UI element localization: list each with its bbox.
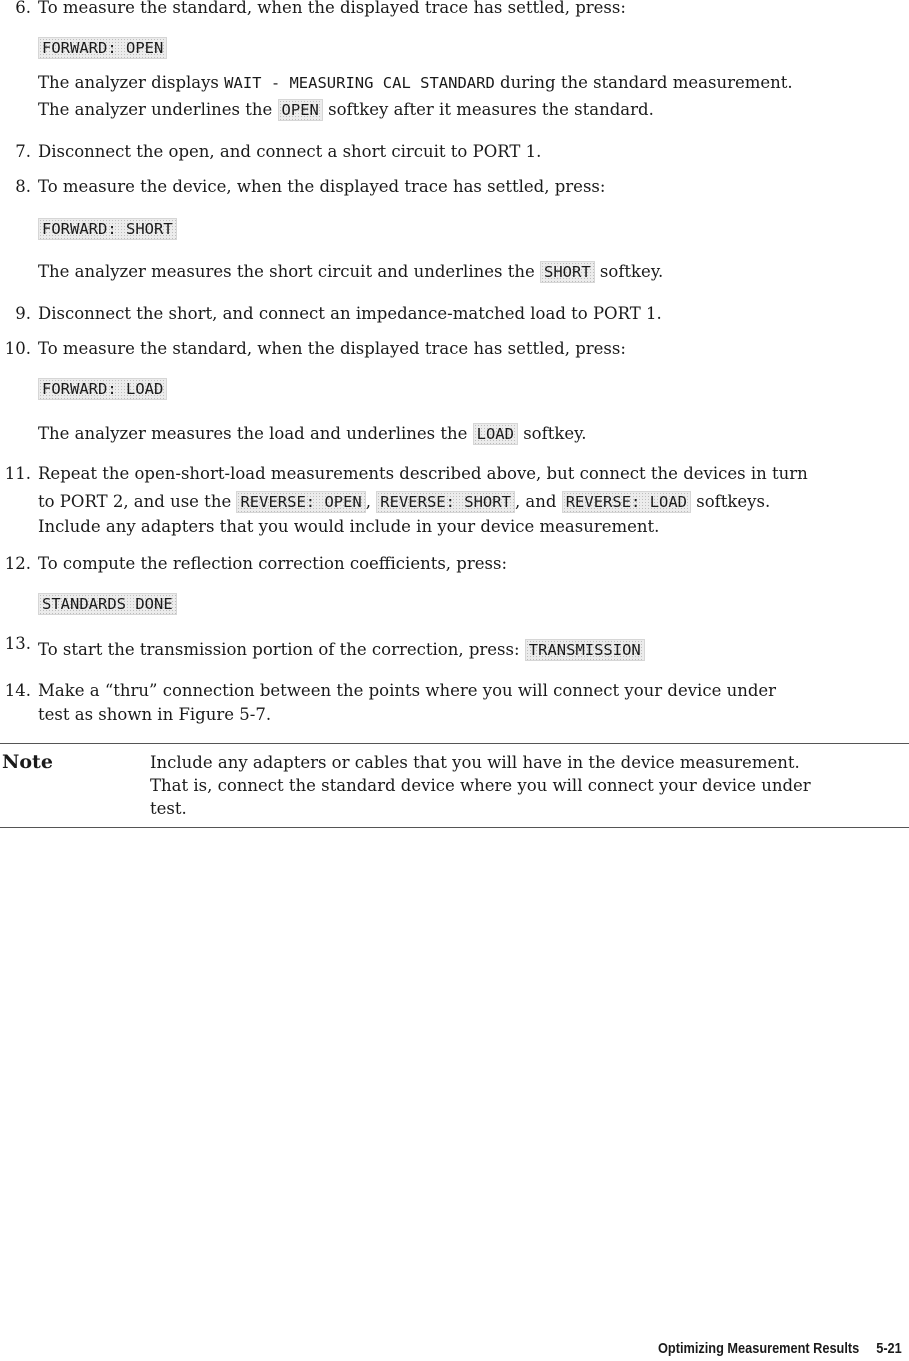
step-text: Disconnect the open, and connect a short circuit to PORT 1. bbox=[38, 142, 542, 161]
keyline-standards-done bbox=[38, 592, 177, 616]
step-text: To start the transmission portion of the correction, press: bbox=[38, 640, 525, 659]
softkey-open[interactable]: OPEN bbox=[278, 99, 323, 121]
softkey-forward-load[interactable]: FORWARD: LOAD bbox=[38, 378, 167, 400]
footer-section-title: Optimizing Measurement Results bbox=[658, 1340, 860, 1357]
step-text: Make a “thru” connection between the points where you will connect your device under bbox=[38, 681, 777, 700]
step-number: 6. bbox=[15, 0, 31, 17]
step-text: To measure the device, when the displayed trace has settled, press: bbox=[38, 177, 606, 196]
step-text: To compute the reflection correction coefficients, press: bbox=[38, 554, 508, 573]
softkey-load[interactable]: LOAD bbox=[473, 423, 518, 445]
softkey-standards-done[interactable]: STANDARDS DONE bbox=[38, 593, 177, 615]
softkey-reverse-load[interactable]: REVERSE: LOAD bbox=[562, 491, 691, 513]
step-text: To measure the standard, when the displayed trace has settled, press: bbox=[38, 0, 626, 17]
step-14-line-2: test as shown in Figure 5-7. bbox=[38, 705, 272, 724]
step-11-line-2: to PORT 2, and use the REVERSE: OPEN , REVERSE: SHORT , and REVERSE: LOAD softkeys. bbox=[38, 492, 771, 511]
page-number: 5-21 bbox=[876, 1340, 902, 1357]
step-number: 11. bbox=[4, 464, 31, 483]
step-11-line-3: Include any adapters that you would include in your device measurement. bbox=[38, 517, 660, 536]
softkey-forward-open[interactable]: FORWARD: OPEN bbox=[38, 37, 167, 59]
note-top-rule bbox=[0, 743, 909, 744]
display-message: WAIT - MEASURING CAL STANDARD bbox=[224, 74, 495, 92]
note-text: Include any adapters or cables that you will have in the device measurement. That is, connect the standard device where you will connect your device under test. bbox=[150, 753, 811, 818]
step-6-result-2: The analyzer underlines the OPEN softkey after it measures the standard. bbox=[38, 100, 654, 119]
step-text: Repeat the open-short-load measurements described above, but connect the devices in turn bbox=[38, 464, 808, 483]
step-6-result-1: The analyzer displays WAIT - MEASURING CAL STANDARD during the standard measurement. bbox=[38, 73, 793, 92]
softkey-short[interactable]: SHORT bbox=[540, 261, 595, 283]
step-number: 14. bbox=[4, 681, 31, 700]
note-bottom-rule bbox=[0, 827, 909, 828]
step-number: 12. bbox=[4, 554, 31, 573]
note-label: Note bbox=[2, 751, 53, 773]
keyline-forward-open bbox=[38, 36, 167, 60]
step-10-result: The analyzer measures the load and underlines the LOAD softkey. bbox=[38, 424, 587, 443]
step-number: 10. bbox=[4, 339, 31, 358]
softkey-reverse-short[interactable]: REVERSE: SHORT bbox=[376, 491, 515, 513]
step-number: 8. bbox=[15, 177, 31, 196]
step-number: 13. bbox=[4, 634, 31, 653]
step-8-result: The analyzer measures the short circuit and underlines the SHORT softkey. bbox=[38, 262, 664, 281]
step-number: 9. bbox=[15, 304, 31, 323]
keyline-forward-load bbox=[38, 377, 167, 401]
softkey-transmission[interactable]: TRANSMISSION bbox=[525, 639, 645, 661]
page-footer bbox=[658, 1340, 902, 1357]
step-number: 7. bbox=[15, 142, 31, 161]
softkey-reverse-open[interactable]: REVERSE: OPEN bbox=[236, 491, 365, 513]
keyline-forward-short bbox=[38, 217, 177, 241]
softkey-forward-short[interactable]: FORWARD: SHORT bbox=[38, 218, 177, 240]
step-text: To measure the standard, when the displayed trace has settled, press: bbox=[38, 339, 626, 358]
step-text: Disconnect the short, and connect an impedance-matched load to PORT 1. bbox=[38, 304, 662, 323]
